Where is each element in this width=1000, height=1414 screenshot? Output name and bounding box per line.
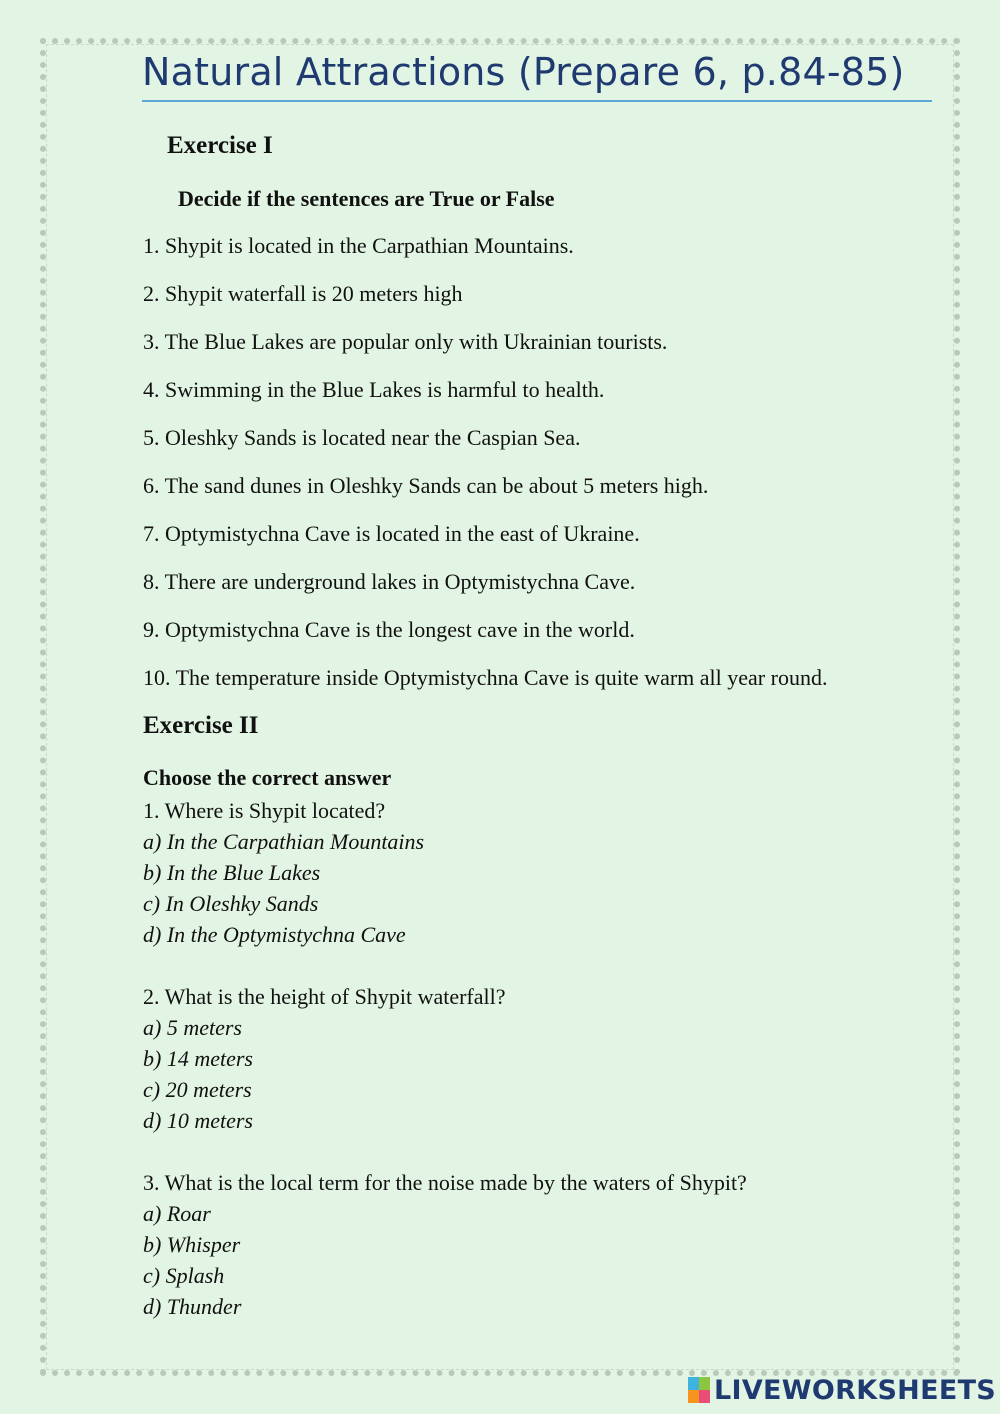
question-text: 3. What is the local term for the noise made by the waters of Shypit? [143, 1170, 747, 1195]
true-false-list [143, 232, 827, 712]
exercise1-instruction: Decide if the sentences are True or False [178, 186, 555, 211]
answer-option[interactable]: c) 20 meters [143, 1077, 252, 1102]
logo-square [688, 1390, 699, 1403]
liveworksheets-logo[interactable] [688, 1374, 996, 1406]
answer-option[interactable]: c) In Oleshky Sands [143, 891, 319, 916]
tf-item: 4. Swimming in the Blue Lakes is harmful to health. [143, 377, 605, 402]
question-block-2 [143, 981, 747, 1136]
tf-item: 5. Oleshky Sands is located near the Caspian Sea. [143, 425, 581, 450]
answer-option[interactable]: a) In the Carpathian Mountains [143, 829, 425, 854]
tf-item: 10. The temperature inside Optymistychna Cave is quite warm all year round. [143, 665, 828, 690]
answer-option[interactable]: a) Roar [143, 1201, 211, 1226]
tf-item: 2. Shypit waterfall is 20 meters high [143, 281, 463, 306]
logo-square [699, 1390, 710, 1403]
exercise1-heading: Exercise I [167, 132, 273, 159]
answer-option[interactable]: b) In the Blue Lakes [143, 860, 321, 885]
liveworksheets-logo-icon [688, 1377, 710, 1403]
question-block-3 [143, 1167, 747, 1322]
answer-option[interactable]: d) In the Optymistychna Cave [143, 922, 406, 947]
answer-option[interactable]: d) 10 meters [143, 1108, 253, 1133]
tf-item: 3. The Blue Lakes are popular only with Ukrainian tourists. [143, 329, 668, 354]
question-block-1 [143, 795, 747, 950]
question-text: 1. Where is Shypit located? [143, 798, 386, 823]
tf-item: 9. Optymistychna Cave is the longest cave in the world. [143, 617, 635, 642]
tf-item: 8. There are underground lakes in Optymistychna Cave. [143, 569, 636, 594]
question-text: 2. What is the height of Shypit waterfall? [143, 984, 506, 1009]
answer-option[interactable]: c) Splash [143, 1263, 225, 1288]
exercise2-instruction: Choose the correct answer [143, 765, 392, 790]
logo-square [699, 1377, 710, 1390]
answer-option[interactable]: d) Thunder [143, 1294, 242, 1319]
logo-square [688, 1377, 699, 1390]
answer-option[interactable]: a) 5 meters [143, 1015, 242, 1040]
multiple-choice-section [143, 795, 747, 1353]
page-title: Natural Attractions (Prepare 6, p.84-85) [142, 50, 932, 102]
tf-item: 6. The sand dunes in Oleshky Sands can be about 5 meters high. [143, 473, 709, 498]
logo-text: LIVEWORKSHEETS [714, 1374, 997, 1406]
answer-option[interactable]: b) Whisper [143, 1232, 241, 1257]
tf-item: 7. Optymistychna Cave is located in the east of Ukraine. [143, 521, 640, 546]
answer-option[interactable]: b) 14 meters [143, 1046, 253, 1071]
exercise2-heading: Exercise II [143, 712, 259, 739]
tf-item: 1. Shypit is located in the Carpathian Mountains. [143, 233, 574, 258]
